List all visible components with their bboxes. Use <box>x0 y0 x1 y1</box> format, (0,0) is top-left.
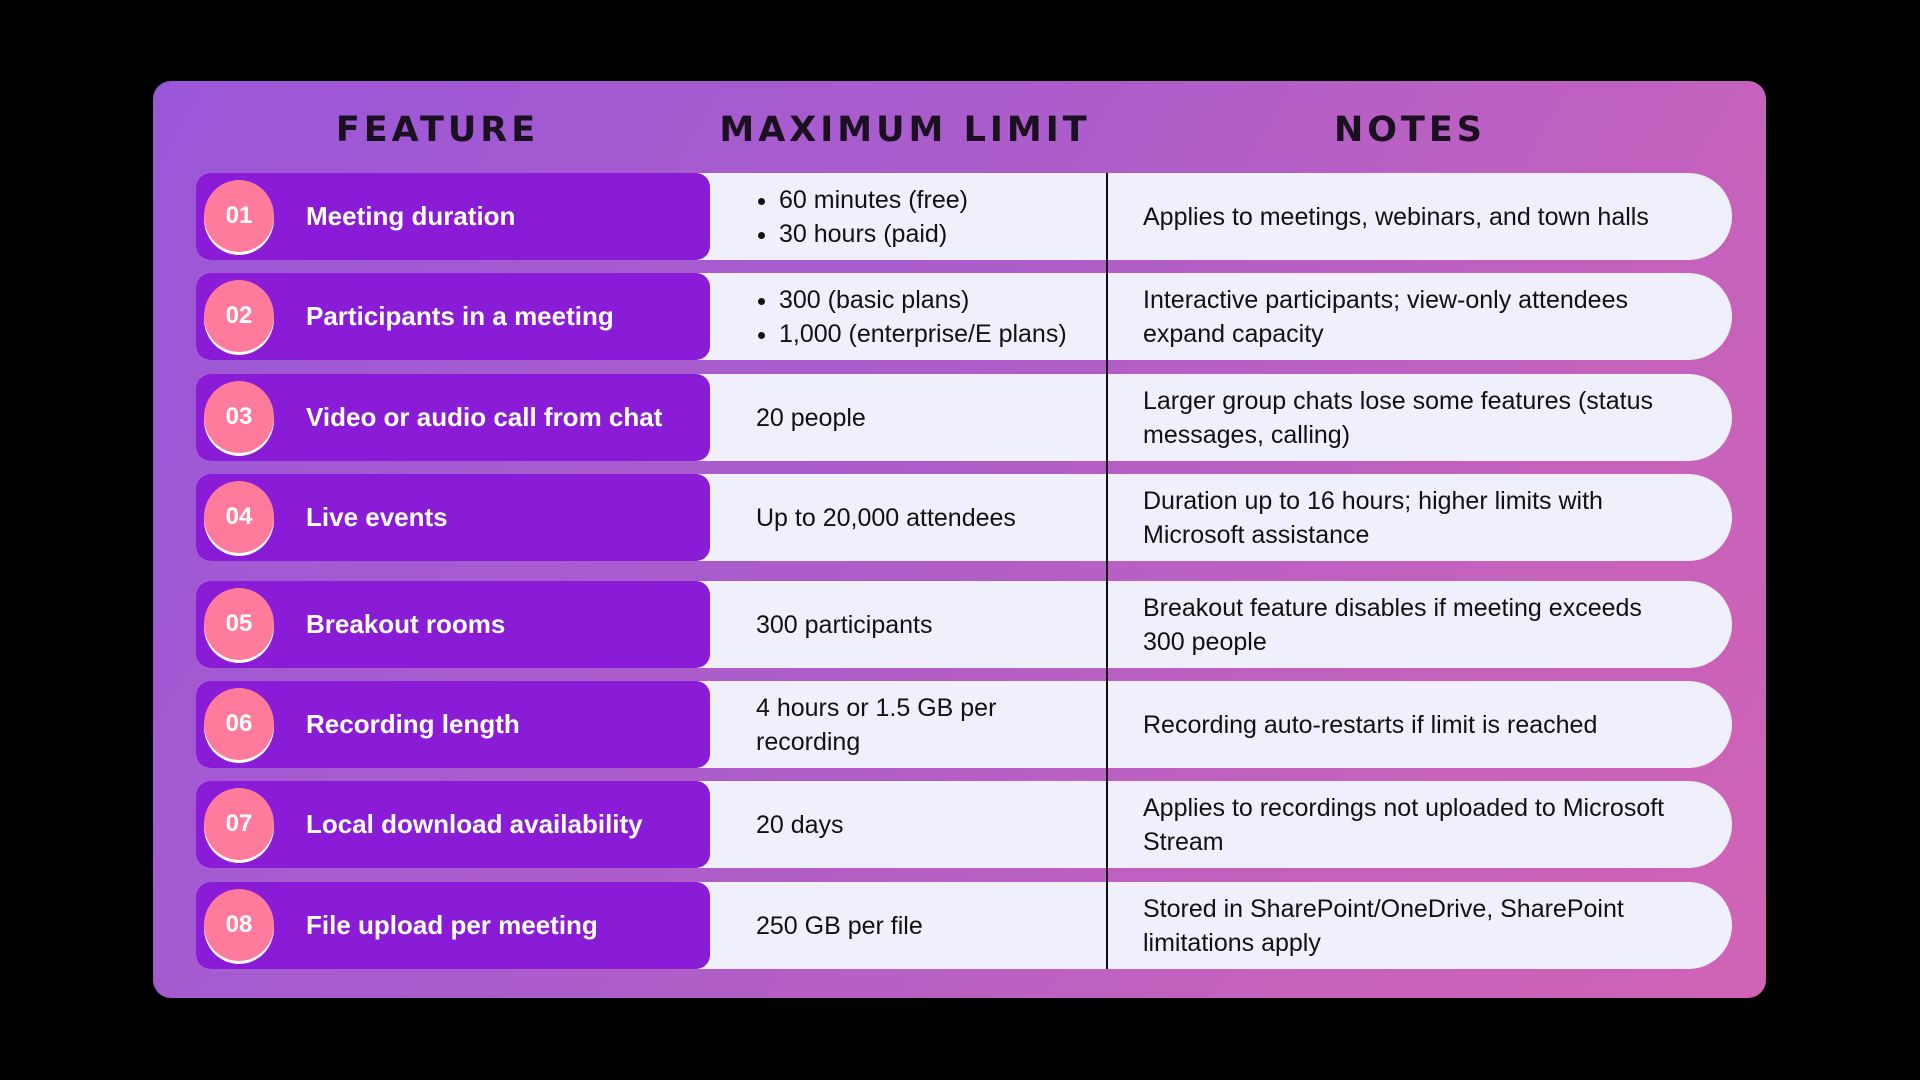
table-row <box>196 273 1732 360</box>
notes-cell: Duration up to 16 hours; higher limits with Microsoft assistance <box>1143 486 1603 549</box>
limit-cell: 4 hours or 1.5 GB per recording <box>756 693 997 756</box>
header-maximum-limit: MAXIMUM LIMIT <box>719 110 1091 150</box>
column-divider <box>1106 173 1108 969</box>
feature-label: Meeting duration <box>306 201 516 231</box>
feature-cell <box>196 273 710 360</box>
number-badge: 06 <box>204 688 274 760</box>
feature-label: Breakout rooms <box>306 609 506 639</box>
table-row <box>196 173 1732 260</box>
number-badge: 01 <box>204 180 274 252</box>
feature-cell <box>196 474 710 561</box>
limit-cell: Up to 20,000 attendees <box>756 503 1016 532</box>
feature-cell <box>196 781 710 868</box>
limit-bullet: • 1,000 (enterprise/E plans) <box>779 317 1296 351</box>
limit-cell: 300 participants <box>756 610 933 639</box>
feature-label: Live events <box>306 502 448 532</box>
header-feature: FEATURE <box>335 110 540 150</box>
table-row <box>196 681 1732 768</box>
notes-cell: Breakout feature disables if meeting exceeds 300 people <box>1143 593 1642 656</box>
table-row <box>196 882 1732 969</box>
limit-cell: 20 days <box>756 810 844 839</box>
notes-cell: Recording auto-restarts if limit is reached <box>1143 710 1598 739</box>
feature-label: File upload per meeting <box>306 910 598 940</box>
number-badge: 05 <box>204 588 274 660</box>
notes-cell: Applies to meetings, webinars, and town halls <box>1143 202 1649 231</box>
header-notes: NOTES <box>1333 110 1487 150</box>
table-row <box>196 781 1732 868</box>
number-badge: 03 <box>204 381 274 453</box>
number-badge: 02 <box>204 280 274 352</box>
notes-cell: Interactive participants; view-only attendees expand capacity <box>1143 285 1628 348</box>
feature-cell <box>196 581 710 668</box>
feature-label: Recording length <box>306 709 520 739</box>
limit-bullet: • 60 minutes (free) <box>779 183 1296 217</box>
limit-bullet: • 30 hours (paid) <box>779 217 1296 251</box>
feature-cell <box>196 173 710 260</box>
feature-label: Local download availability <box>306 809 643 839</box>
feature-cell <box>196 882 710 969</box>
table-row <box>196 581 1732 668</box>
limit-cell: 250 GB per file <box>756 911 923 940</box>
table-row <box>196 374 1732 461</box>
number-badge: 04 <box>204 481 274 553</box>
notes-cell: Stored in SharePoint/OneDrive, SharePoint limitations apply <box>1143 894 1624 957</box>
number-badge: 08 <box>204 889 274 961</box>
feature-cell <box>196 681 710 768</box>
notes-cell: Applies to recordings not uploaded to Microsoft Stream <box>1143 793 1665 856</box>
feature-label: Video or audio call from chat <box>306 402 663 432</box>
feature-cell <box>196 374 710 461</box>
limit-cell: 20 people <box>756 403 866 432</box>
table-row <box>196 474 1732 561</box>
number-badge: 07 <box>204 788 274 860</box>
limit-bullet: • 300 (basic plans) <box>779 283 1296 317</box>
feature-label: Participants in a meeting <box>306 301 614 331</box>
notes-cell: Larger group chats lose some features (status messages, calling) <box>1143 386 1653 449</box>
